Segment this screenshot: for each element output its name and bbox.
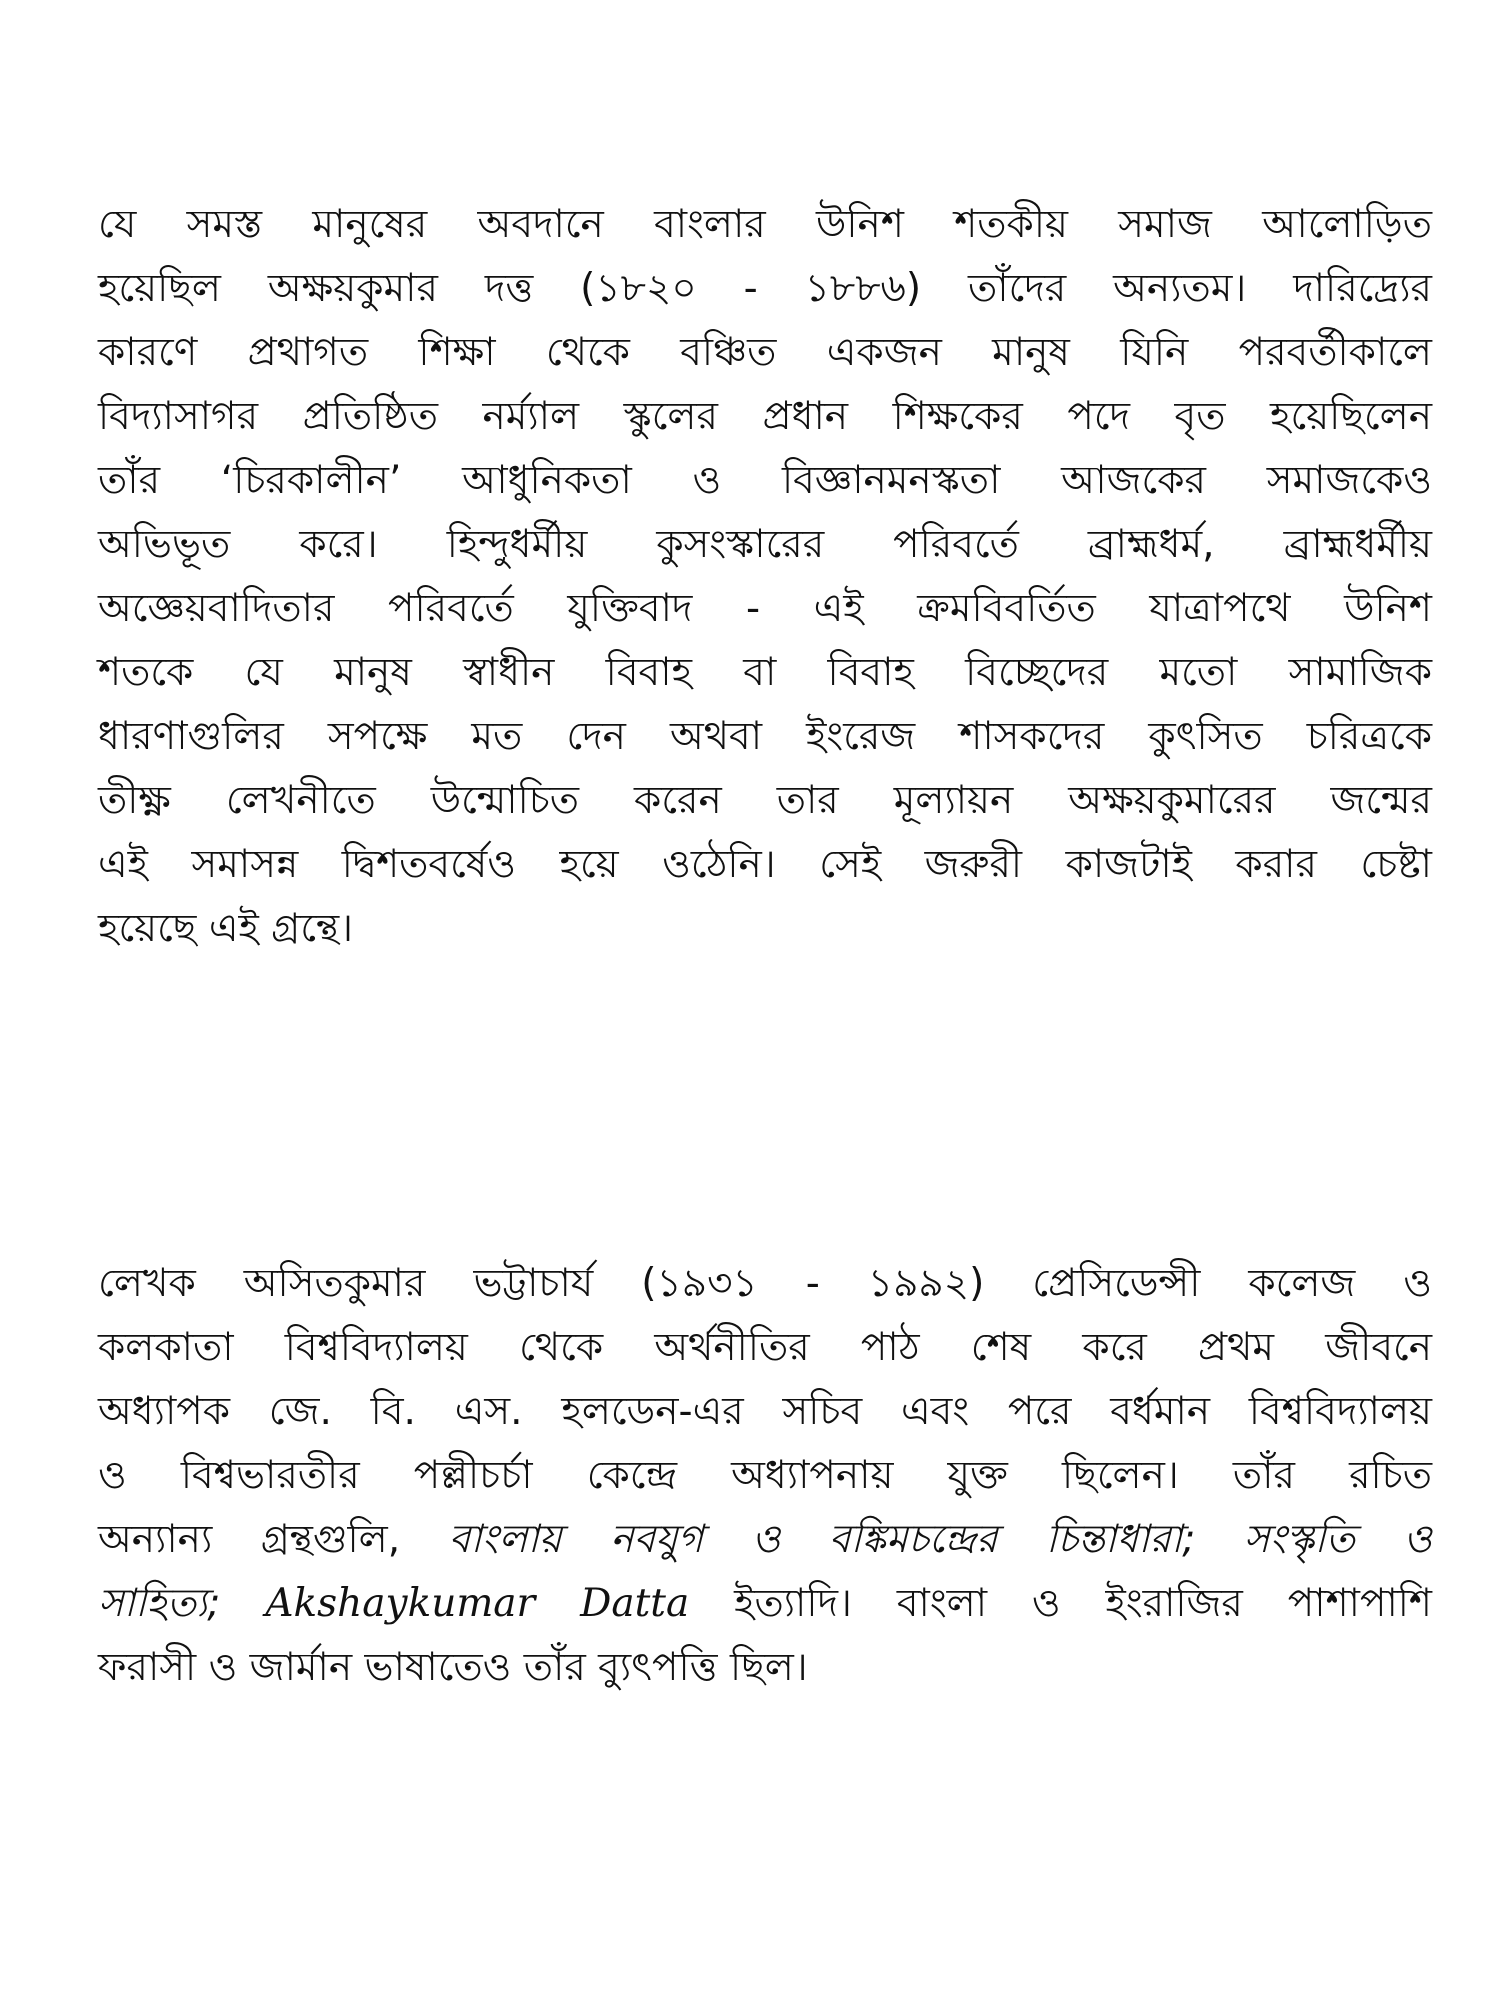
paragraph-akshaykumar-datta	[98, 193, 1432, 961]
paragraph-line: যে সমস্ত মানুষের অবদানে বাংলার উনিশ শতকীয় সমাজ আলোড়িত	[98, 202, 1432, 247]
paragraph-line: বিদ্যাসাগর প্রতিষ্ঠিত নর্ম্যাল স্কুলের প্রধান শিক্ষকের পদে বৃত হয়েছিলেন	[98, 394, 1432, 439]
paragraph-line	[98, 1572, 1432, 1636]
paragraph-line: অভিভূত করে। হিন্দুধর্মীয় কুসংস্কারের পরিবর্তে ব্রাহ্মধর্ম, ব্রাহ্মধর্মীয়	[98, 522, 1432, 567]
paragraph-line: অজ্ঞেয়বাদিতার পরিবর্তে যুক্তিবাদ - এই ক্রমবিবর্তিত যাত্রাপথে উনিশ	[98, 586, 1432, 631]
english-book-title: Akshaykumar Datta	[265, 1581, 690, 1626]
paragraph-line: ধারণাগুলির সপক্ষে মত দেন অথবা ইংরেজ শাসকদের কুৎসিত চরিত্রকে	[98, 714, 1432, 759]
paragraph-line: কারণে প্রথাগত শিক্ষা থেকে বঞ্চিত একজন মানুষ যিনি পরবর্তীকালে	[98, 330, 1432, 375]
paragraph-line: অধ্যাপক জে. বি. এস. হলডেন-এর সচিব এবং পরে বর্ধমান বিশ্ববিদ্যালয়	[98, 1389, 1432, 1434]
paragraph-line: শতকে যে মানুষ স্বাধীন বিবাহ বা বিবাহ বিচ্ছেদের মতো সামাজিক	[98, 650, 1432, 695]
plain-text: অন্যান্য গ্রন্থগুলি,	[98, 1517, 401, 1562]
plain-text: ইত্যাদি। বাংলা ও ইংরাজির পাশাপাশি	[734, 1581, 1432, 1626]
paragraph-line: লেখক অসিতকুমার ভট্টাচার্য (১৯৩১ - ১৯৯২) প্রেসিডেন্সী কলেজ ও	[98, 1261, 1432, 1306]
paragraph-line: কলকাতা বিশ্ববিদ্যালয় থেকে অর্থনীতির পাঠ শেষ করে প্রথম জীবনে	[98, 1325, 1432, 1370]
paragraph-line: ও বিশ্বভারতীর পল্লীচর্চা কেন্দ্রে অধ্যাপনায় যুক্ত ছিলেন। তাঁর রচিত	[98, 1453, 1432, 1498]
paragraph-line: তাঁর ‘চিরকালীন’ আধুনিকতা ও বিজ্ঞানমনস্কতা আজকের সমাজকেও	[98, 458, 1432, 503]
paragraph-line: হয়েছে এই গ্রন্থে।	[98, 906, 354, 951]
paragraph-line: তীক্ষ্ণ লেখনীতে উন্মোচিত করেন তার মূল্যায়ন অক্ষয়কুমারের জন্মের	[98, 778, 1432, 823]
paragraph-line: হয়েছিল অক্ষয়কুমার দত্ত (১৮২০ - ১৮৮৬) তাঁদের অন্যতম। দারিদ্র্যের	[98, 266, 1432, 311]
book-titles-italic: বাংলায় নবযুগ ও বঙ্কিমচন্দ্রের চিন্তাধারা; সংস্কৃতি ও	[448, 1517, 1432, 1562]
book-title-italic: সাহিত্য;	[98, 1581, 221, 1626]
paragraph-line	[98, 1508, 1432, 1572]
paragraph-line: ফরাসী ও জার্মান ভাষাতেও তাঁর ব্যুৎপত্তি ছিল।	[98, 1645, 808, 1690]
paragraph-line: এই সমাসন্ন দ্বিশতবর্ষেও হয়ে ওঠেনি। সেই জরুরী কাজটাই করার চেষ্টা	[98, 842, 1432, 887]
paragraph-author-bio	[98, 1252, 1432, 1700]
